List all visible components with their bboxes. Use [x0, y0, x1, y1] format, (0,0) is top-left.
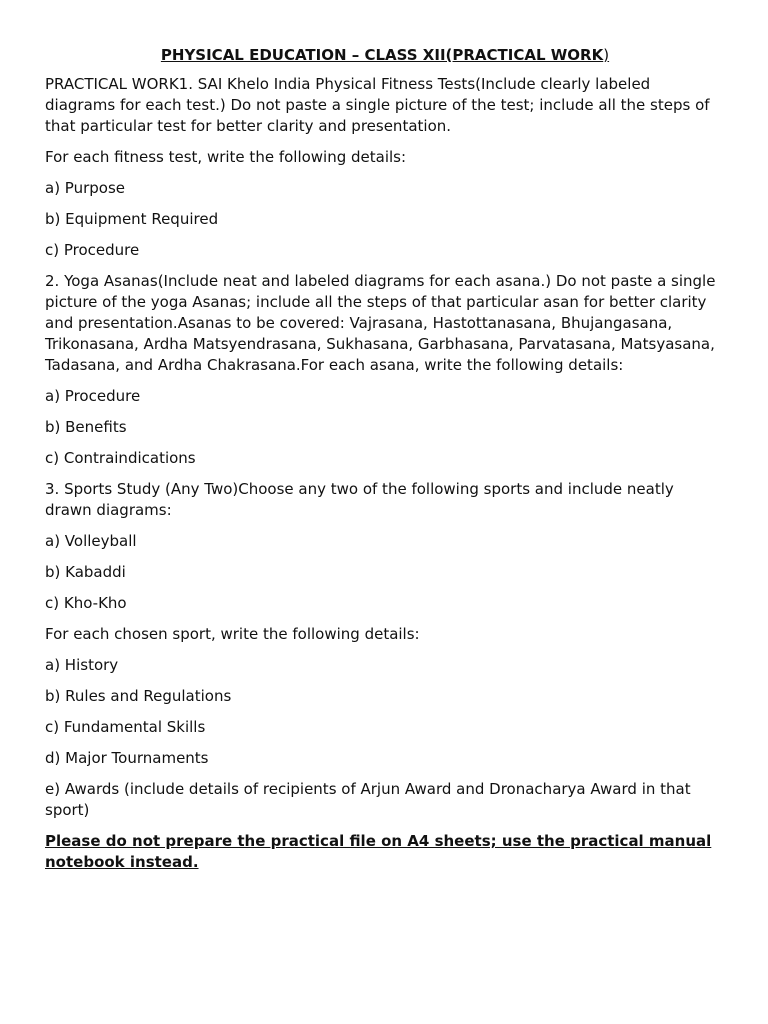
document-page	[45, 45, 725, 883]
list-item-procedure: c) Procedure	[45, 241, 140, 259]
list-item-purpose: a) Purpose	[45, 179, 126, 197]
list-item-kabaddi: b) Kabaddi	[45, 563, 126, 581]
list-item-tournaments: d) Major Tournaments	[45, 749, 209, 767]
list-item-equipment: b) Equipment Required	[45, 210, 219, 228]
title-closing-paren: )	[603, 46, 610, 64]
paragraph-sports-study: 3. Sports Study (Any Two)Choose any two of the following sports and include neatly drawn diagrams:	[45, 480, 674, 519]
paragraph-sport-details-intro: For each chosen sport, write the following details:	[45, 625, 420, 643]
paragraph-practical-work-1: PRACTICAL WORK1. SAI Khelo India Physical Fitness Tests(Include clearly labeled diagrams for each test.) Do not paste a single picture of the test; include all the steps of that particular test for better clarity and presentation.	[45, 75, 710, 135]
list-item-volleyball: a) Volleyball	[45, 532, 137, 550]
list-item-kho-kho: c) Kho-Kho	[45, 594, 127, 612]
list-item-asana-contraindications: c) Contraindications	[45, 449, 196, 467]
title-text: PHYSICAL EDUCATION – CLASS XII(PRACTICAL WORK	[160, 46, 604, 64]
list-item-rules: b) Rules and Regulations	[45, 687, 232, 705]
list-item-asana-procedure: a) Procedure	[45, 387, 141, 405]
list-item-skills: c) Fundamental Skills	[45, 718, 206, 736]
paragraph-yoga-asanas: 2. Yoga Asanas(Include neat and labeled diagrams for each asana.) Do not paste a single picture of the yoga Asanas; include all the steps of that particular asan for better clarity and presentation.Asanas to be covered: Vajrasana, Hastottanasana, Bhujangasana, Trikonasana, Ardha Matsyendrasana, Sukhasana, Garbhasana, Parvatasana, Matsyasana, Tadasana, and Ardha Chakrasana.For each asana, write the following details:	[45, 272, 716, 374]
list-item-asana-benefits: b) Benefits	[45, 418, 127, 436]
list-item-awards: e) Awards (include details of recipients of Arjun Award and Dronacharya Award in that sport)	[45, 780, 691, 819]
paragraph-fitness-details-intro: For each fitness test, write the following details:	[45, 148, 407, 166]
document-title	[45, 45, 725, 65]
important-note: Please do not prepare the practical file on A4 sheets; use the practical manual notebook instead.	[45, 832, 712, 871]
list-item-history: a) History	[45, 656, 119, 674]
